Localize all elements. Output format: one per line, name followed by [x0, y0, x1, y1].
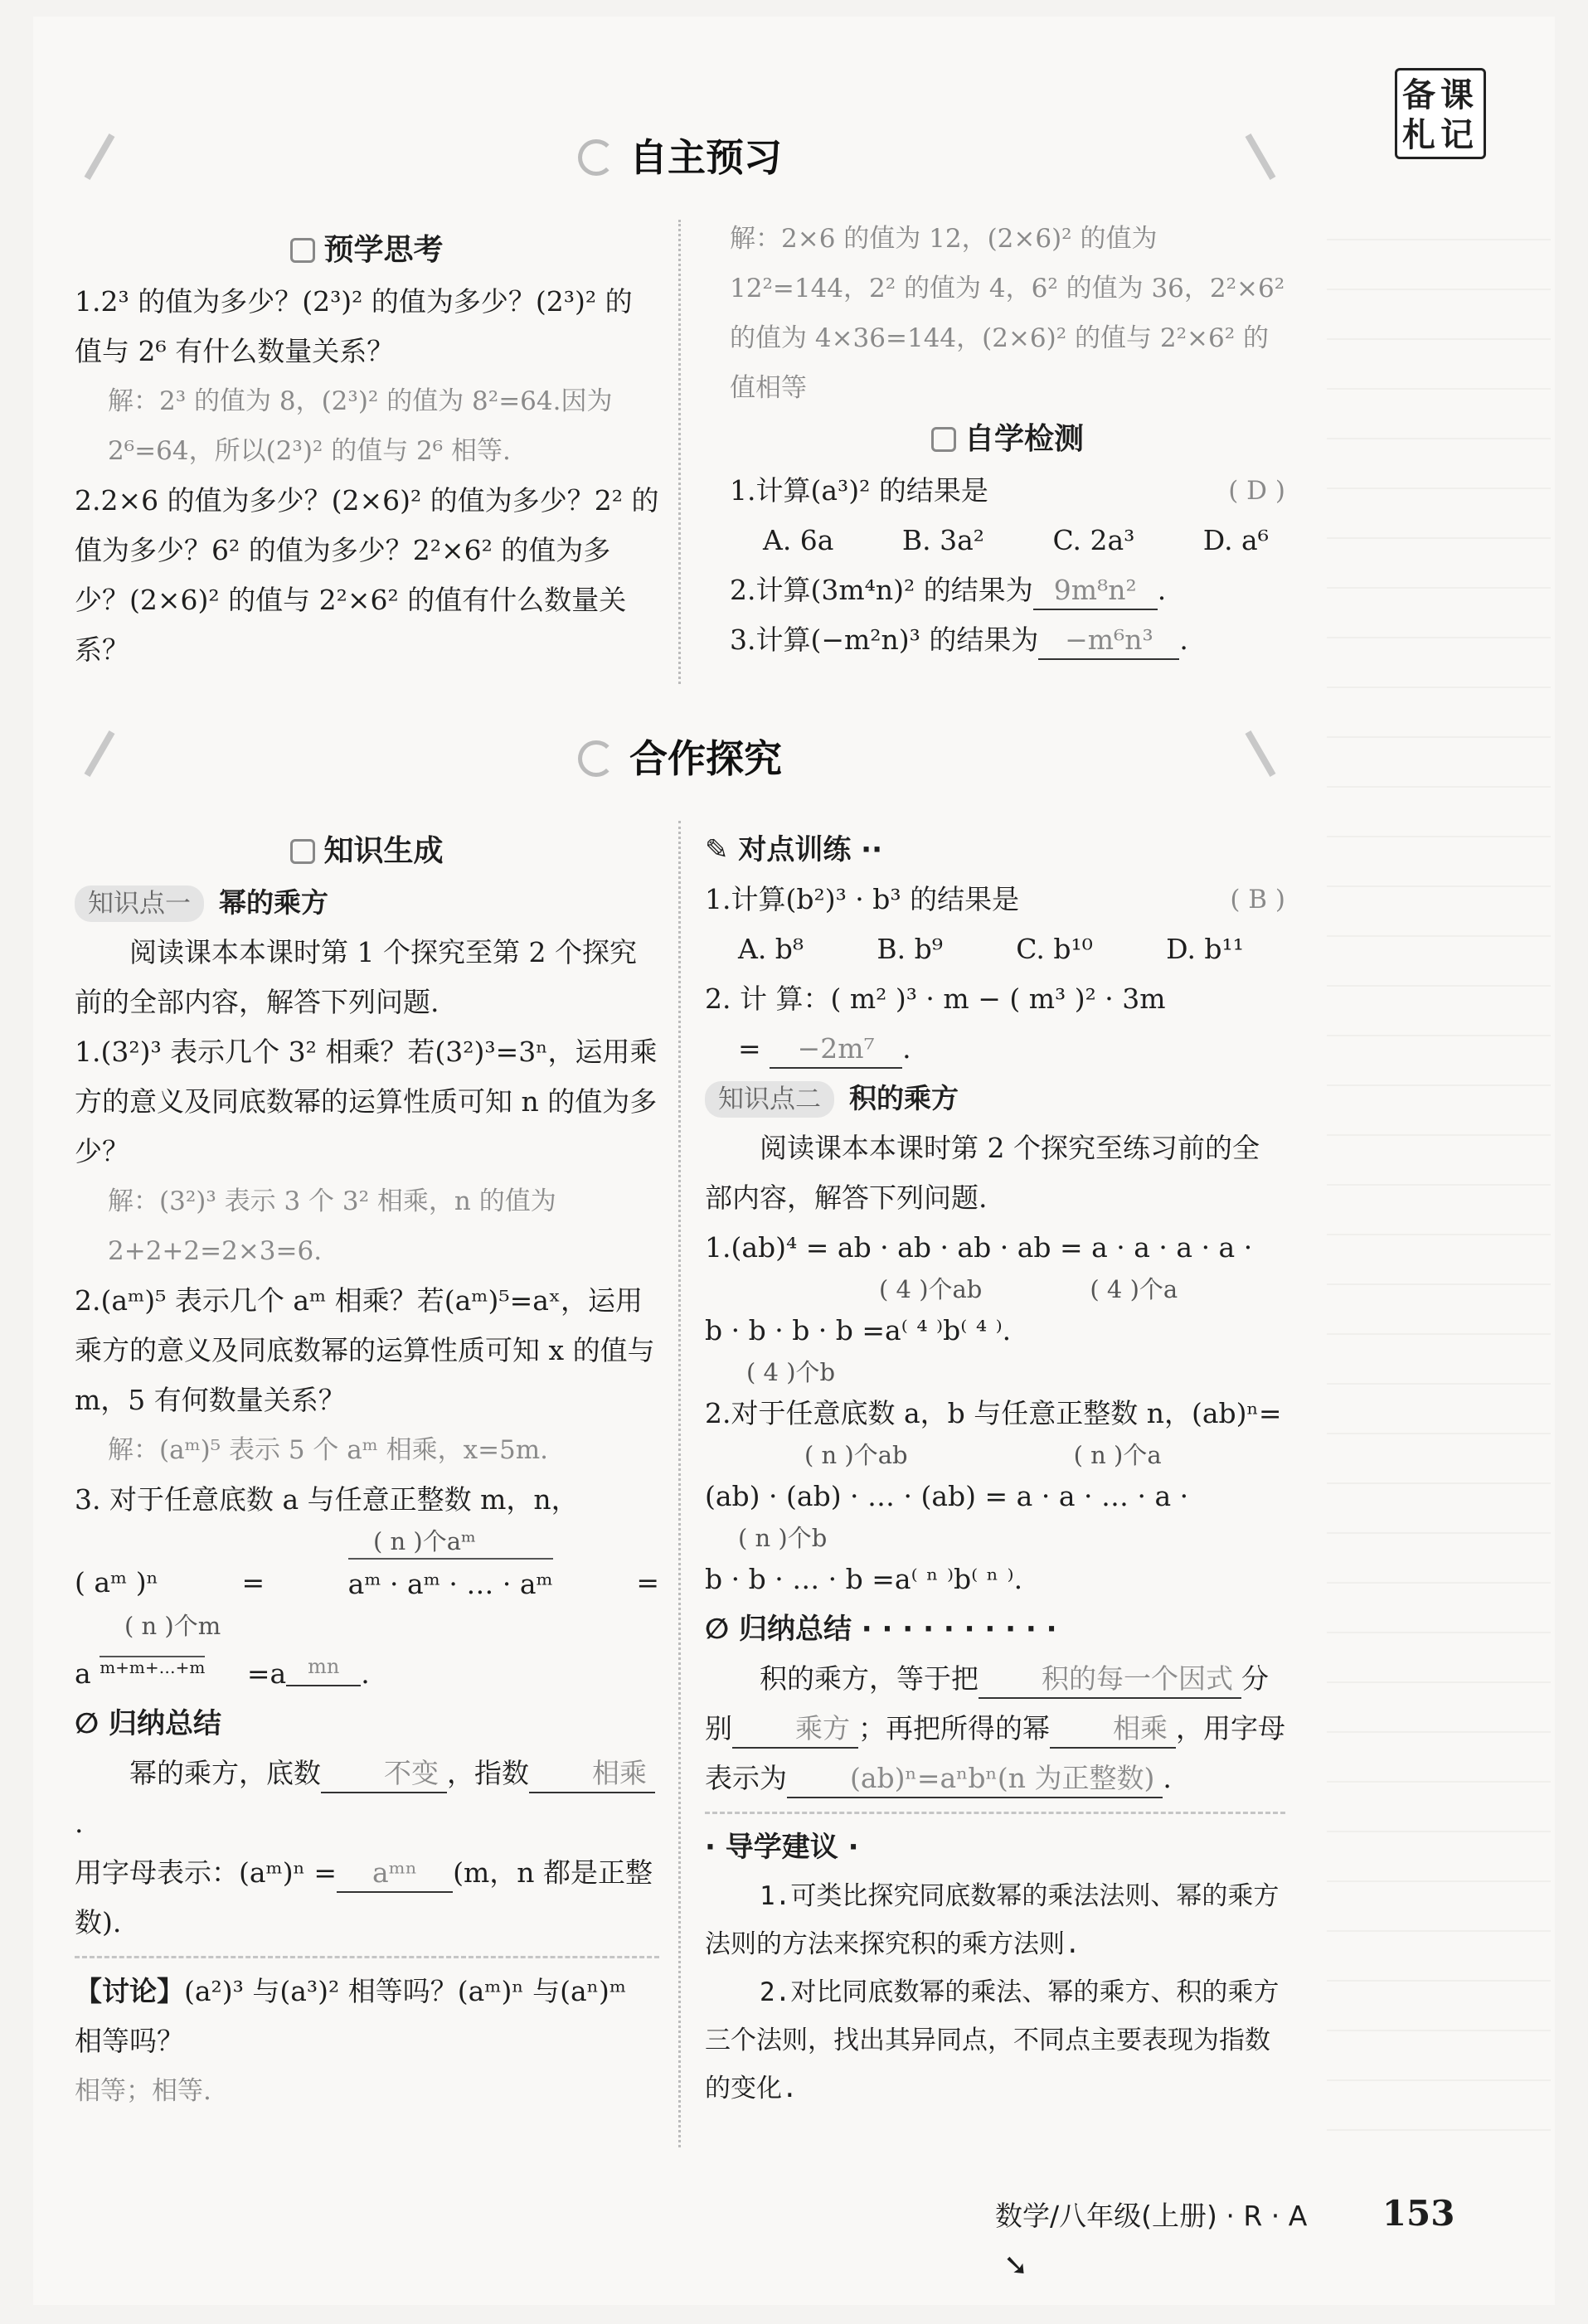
training-q1: 1.计算(b²)³ · b³ 的结果是 ( B ) — [705, 875, 1285, 924]
check-icon — [931, 427, 956, 452]
training-q2-blank[interactable]: −2m⁷ — [770, 1031, 902, 1069]
kp2-blank-multiply[interactable]: 相乘 — [1050, 1710, 1176, 1749]
kp2-p1-braces — [705, 1273, 1285, 1306]
q3-line2-base: a — [75, 1657, 91, 1690]
selfcheck-title: 自学检测 — [730, 413, 1285, 466]
option-d: D. b¹¹ — [1166, 933, 1244, 965]
brace-ab: ( 4 )个ab — [879, 1275, 983, 1303]
kp1-blank-formula[interactable]: aᵐⁿ — [337, 1855, 453, 1893]
column-divider-top — [678, 220, 681, 684]
kp1-heading — [75, 878, 659, 928]
divider-dashed — [75, 1956, 659, 1958]
option-d: D. a⁶ — [1202, 524, 1269, 556]
kp2-p2-braces — [705, 1439, 1285, 1472]
kp2-summary-line1: 积的乘方，等于把 积的每一个因式 分别 乘方 ；再把所得的幂 相乘 ，用字母表示为 (ab)ⁿ=aⁿbⁿ(n 为正整数) . — [705, 1654, 1285, 1803]
kp1-blank-base[interactable]: 不变 — [321, 1755, 447, 1793]
selfcheck-q1-options — [730, 516, 1269, 565]
kp2-summary-title: ∅ 归纳总结 · · · · · · · · · · — [705, 1613, 1057, 1646]
preview-title: 预学思考 — [75, 224, 659, 277]
guide-point-1: 1.可类比探究同底数幂的乘法法则、幂的乘方法则的方法来探究积的乘方法则. — [705, 1881, 1280, 1959]
book-title: 数学/八年级(上册) · R · A — [995, 2200, 1308, 2232]
option-a: A. b⁸ — [738, 933, 804, 965]
kp1-a1: 解：(3²)³ 表示 3 个 3² 相乘，n 的值为 2+2+2=2×3=6. — [108, 1186, 556, 1266]
kp1-intro: 阅读课本本课时第 1 个探究至第 2 个探究前的全部内容，解答下列问题. — [75, 936, 637, 1018]
preview-a1: 解：2³ 的值为 8，(2³)² 的值为 8²=64.因为 2⁶=64，所以(2³)² 的值与 2⁶ 相等. — [108, 386, 613, 466]
kp1-summary-line1: 幂的乘方，底数 不变 ，指数 相乘. — [75, 1749, 659, 1848]
kp2-p1: 1.(ab)⁴ = ab · ab · ab · ab = a · a · a · a · — [705, 1231, 1253, 1264]
q3-line1-right: aᵐ · aᵐ · … · aᵐ — [348, 1558, 553, 1609]
kp2-name: 积的乘方 — [849, 1082, 959, 1114]
section-header-explore: 合作探究 — [75, 734, 1285, 784]
kp2-p2: 2.对于任意底数 a，b 与任意正整数 n，(ab)ⁿ= — [705, 1397, 1282, 1429]
preview-a2: 解：2×6 的值为 12，(2×6)² 的值为 12²=144，2² 的值为 4，6² 的值为 36，2²×6² 的值为 4×36=144，(2×6)² 的值与 2²×6² 的值相等 — [730, 224, 1285, 403]
kp2-tag: 知识点二 — [705, 1081, 834, 1118]
training-title: ✎ 对点训练 ·· — [705, 833, 882, 866]
kp2-blank-power[interactable]: 乘方 — [732, 1710, 858, 1749]
kp2-heading — [705, 1074, 1285, 1123]
guide-title: · 导学建议 · — [705, 1831, 859, 1864]
kp2-p2-line2: b · b · … · b =a⁽ ⁿ ⁾b⁽ ⁿ ⁾. — [705, 1563, 1023, 1595]
note-icon — [290, 238, 315, 263]
kp2-intro: 阅读课本本课时第 2 个探究至练习前的全部内容，解答下列问题. — [705, 1132, 1260, 1214]
option-a: A. 6a — [763, 524, 834, 556]
selfcheck-q1-answer: ( D ) — [1228, 476, 1285, 506]
kp1-q1: 1.(3²)³ 表示几个 3² 相乘？若(3²)³=3ⁿ，运用乘方的意义及同底数幂的运算性质可知 n 的值为多少？ — [75, 1036, 658, 1167]
brace-a: ( 4 )个a — [1090, 1275, 1178, 1303]
option-c: C. 2a³ — [1052, 524, 1135, 556]
divider-dashed-2 — [705, 1812, 1285, 1814]
book-icon — [290, 839, 315, 864]
swirl-icon — [578, 139, 614, 176]
q3-eq2: = — [636, 1566, 659, 1599]
selfcheck-q2-blank[interactable]: 9m⁸n² — [1033, 572, 1158, 610]
kp1-q3: 3. 对于任意底数 a 与任意正整数 m，n， — [75, 1483, 579, 1516]
swirl-icon-2 — [578, 740, 614, 777]
kp2-p1-line2: b · b · b · b =a⁽ ⁴ ⁾b⁽ ⁴ ⁾. — [705, 1314, 1012, 1346]
q3-line2-exp: m+m+…+m — [100, 1657, 206, 1677]
selfcheck-q3-blank[interactable]: −m⁶n³ — [1038, 622, 1179, 660]
kp2-p2-brace-b: ( n )个b — [738, 1524, 828, 1552]
column-divider-bottom — [678, 821, 681, 2147]
knowledge-column — [75, 825, 659, 2116]
training-q1-answer: ( B ) — [1230, 885, 1285, 915]
arrow-icon: ➘ — [1003, 2249, 1029, 2283]
discussion: 【讨论】(a²)³ 与(a³)² 相等吗？(aᵐ)ⁿ 与(aⁿ)ᵐ 相等吗？ — [75, 1975, 627, 2057]
q3-line2-blank[interactable]: mn — [286, 1648, 361, 1686]
q3-line2-right: =a — [246, 1657, 287, 1690]
kp1-summary-line2: 用字母表示：(aᵐ)ⁿ = aᵐⁿ (m，n 都是正整数). — [75, 1856, 653, 1938]
q3-eq1: = — [241, 1566, 265, 1599]
discussion-answer: 相等；相等. — [75, 2076, 211, 2106]
training-column — [705, 825, 1285, 2113]
selfcheck-column — [730, 214, 1285, 665]
selfcheck-q1: 1.计算(a³)² 的结果是 ( D ) — [730, 466, 1285, 516]
preview-q1: 1.2³ 的值为多少？(2³)² 的值为多少？(2³)² 的值与 2⁶ 有什么数量关系？ — [75, 285, 633, 367]
page-number: 153 — [1382, 2193, 1455, 2234]
kp1-q3-brace2: ( n )个m — [124, 1612, 221, 1640]
preview-column — [75, 224, 659, 675]
preview-q2: 2.2×6 的值为多少？(2×6)² 的值为多少？2² 的值为多少？6² 的值为多少？2²×6² 的值为多少？(2×6)² 的值与 2²×6² 的值有什么数量关系？ — [75, 484, 659, 666]
kp1-q3-line1 — [75, 1558, 659, 1609]
kp1-blank-exp[interactable]: 相乘 — [529, 1755, 655, 1793]
selfcheck-q3: 3.计算(−m²n)³ 的结果为 −m⁶n³ . — [730, 615, 1285, 665]
kp1-summary-title: ∅ 归纳总结 — [75, 1707, 221, 1740]
kp1-tag: 知识点一 — [75, 885, 204, 922]
kp2-p2-line: (ab) · (ab) · … · (ab) = a · a · … · a · — [705, 1480, 1189, 1512]
q3-line1-left: ( aᵐ )ⁿ — [75, 1566, 158, 1599]
kp2-p1-brace-b: ( 4 )个b — [746, 1358, 836, 1386]
option-c: C. b¹⁰ — [1016, 933, 1093, 965]
page-footer — [995, 2189, 1493, 2283]
training-q2: 2. 计 算：( m² )³ · m − ( m³ )² · 3m — [705, 982, 1166, 1015]
kp1-name: 幂的乘方 — [219, 886, 328, 919]
kp2-blank-factor[interactable]: 积的每一个因式 — [979, 1661, 1241, 1699]
training-q2-answer-line: = −2m⁷ . — [705, 1024, 1285, 1074]
section-header-preview: 自主预习 — [75, 133, 1285, 182]
kp2-blank-formula[interactable]: (ab)ⁿ=aⁿbⁿ(n 为正整数) — [787, 1760, 1163, 1798]
brace-n-ab: ( n )个ab — [804, 1441, 908, 1469]
knowledge-title: 知识生成 — [75, 825, 659, 878]
notes-badge: 备课札记 — [1395, 68, 1486, 159]
brace-n-a: ( n )个a — [1073, 1441, 1162, 1469]
selfcheck-q2: 2.计算(3m⁴n)² 的结果为 9m⁸n² . — [730, 565, 1285, 615]
notes-margin — [1327, 191, 1551, 2131]
kp1-a2: 解：(aᵐ)⁵ 表示 5 个 aᵐ 相乘，x=5m. — [108, 1435, 549, 1465]
option-b: B. b⁹ — [877, 933, 944, 965]
training-q1-options — [705, 924, 1244, 974]
kp1-q3-brace1: ( n )个aᵐ — [373, 1527, 476, 1555]
kp1-q2: 2.(aᵐ)⁵ 表示几个 aᵐ 相乘？若(aᵐ)⁵=aˣ，运用乘方的意义及同底数幂的运算性质可知 x 的值与 m，5 有何数量关系？ — [75, 1284, 655, 1416]
guide-point-2: 2.对比同底数幂的乘法、幂的乘方、积的乘方三个法则，找出其异同点，不同点主要表现为指数的变化. — [705, 1977, 1280, 2103]
option-b: B. 3a² — [901, 524, 985, 556]
kp1-q3-line2: a $^{m+m+\dots+m}$ =a $^{mn}$ . — [75, 1642, 659, 1699]
